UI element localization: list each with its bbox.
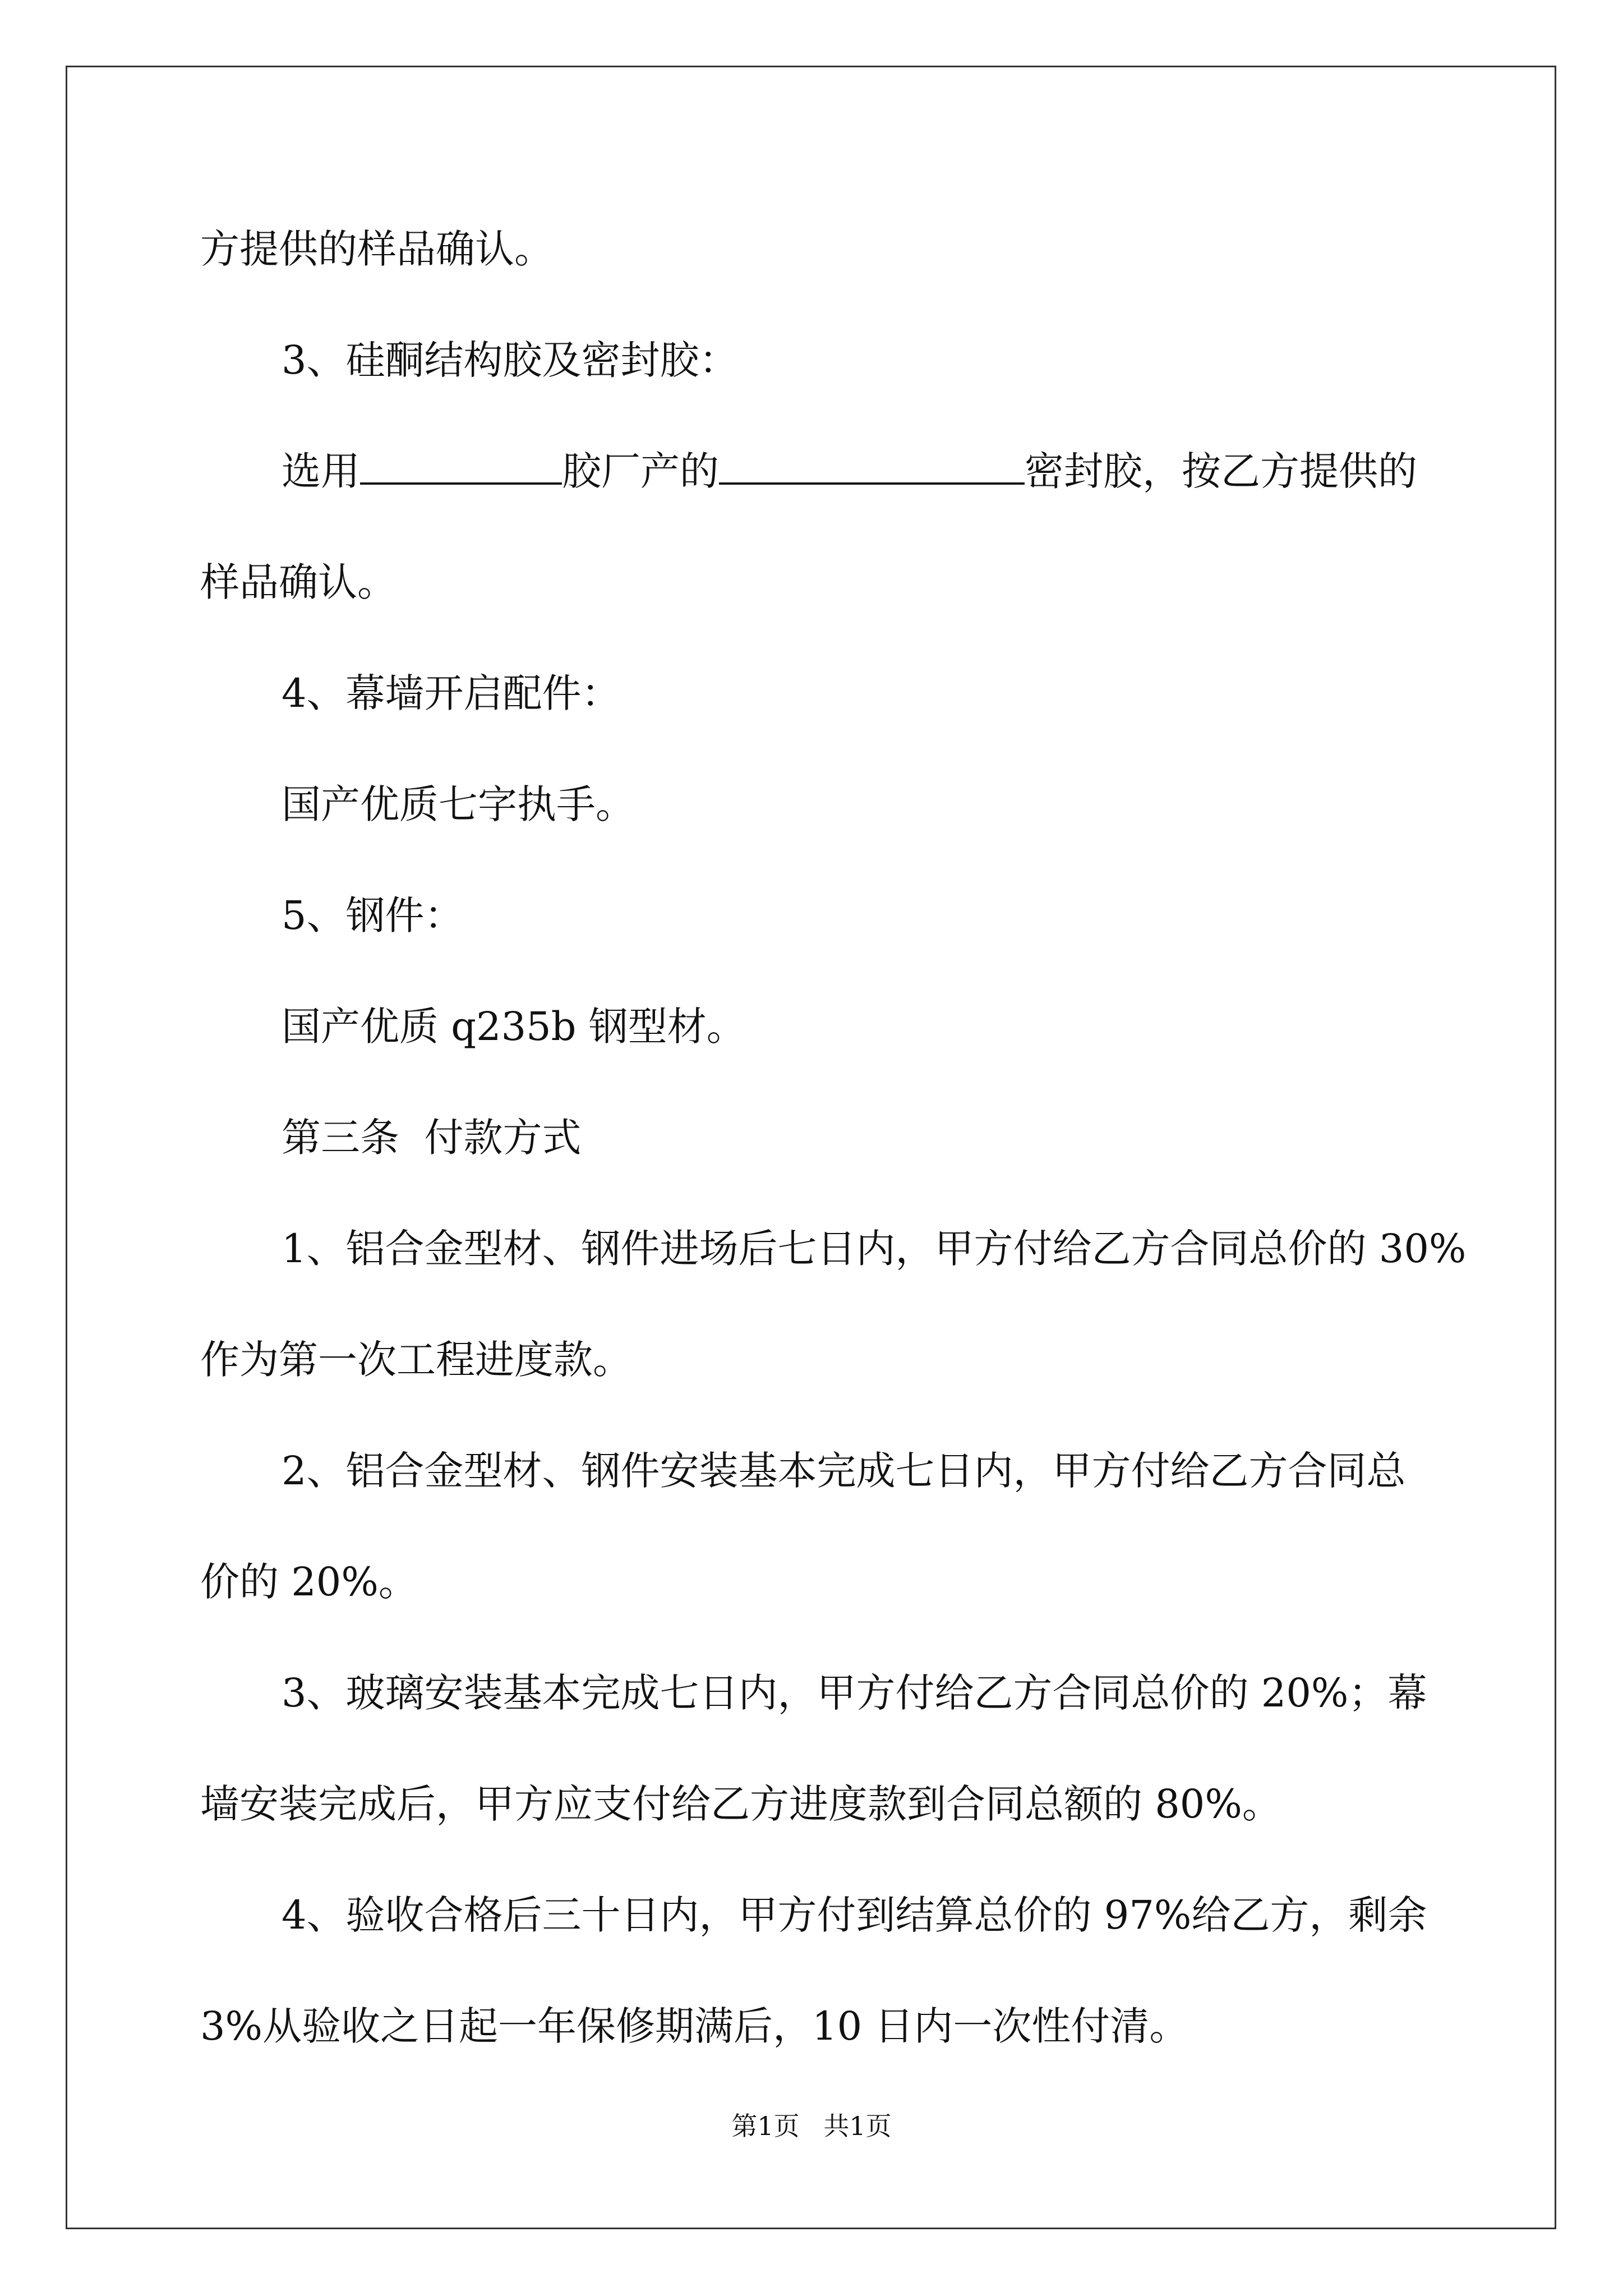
text-segment: 胶厂产的 xyxy=(562,448,719,494)
text-line: 国产优质 q235b 钢型材。 xyxy=(282,1004,746,1050)
text-line: 3%从验收之日起一年保修期满后，10 日内一次性付清。 xyxy=(200,2003,1189,2049)
section-heading: 第三条 付款方式 xyxy=(282,1115,582,1161)
text-line: 2、铝合金型材、钢件安装基本完成七日内，甲方付给乙方合同总 xyxy=(282,1448,1406,1494)
page-count: 共1页 xyxy=(823,2111,892,2141)
fill-in-blank xyxy=(360,445,562,485)
page-footer xyxy=(0,2109,1623,2143)
page-number: 第1页 xyxy=(731,2111,800,2141)
fill-in-blank xyxy=(719,445,1025,485)
text-line: 国产优质七字执手。 xyxy=(282,781,635,827)
text-segment: 选用 xyxy=(282,448,360,494)
text-line: 5、钢件： xyxy=(282,892,464,938)
text-line: 墙安装完成后，甲方应支付给乙方进度款到合同总额的 80%。 xyxy=(200,1781,1281,1827)
text-line-with-blanks xyxy=(282,438,1417,505)
text-line: 样品确认。 xyxy=(200,559,396,605)
text-line: 方提供的样品确认。 xyxy=(200,226,554,272)
text-segment: 密封胶，按乙方提供的 xyxy=(1025,448,1417,494)
text-line: 价的 20%。 xyxy=(200,1559,418,1605)
text-line: 4、幕墙开启配件： xyxy=(282,670,621,716)
text-line: 3、玻璃安装基本完成七日内，甲方付给乙方合同总价的 20%；幕 xyxy=(282,1670,1427,1716)
text-line: 3、硅酮结构胶及密封胶： xyxy=(282,337,739,383)
text-line: 作为第一次工程进度款。 xyxy=(200,1337,632,1383)
text-line: 1、铝合金型材、钢件进场后七日内，甲方付给乙方合同总价的 30% xyxy=(282,1226,1467,1272)
text-line: 4、验收合格后三十日内，甲方付到结算总价的 97%给乙方，剩余 xyxy=(282,1892,1427,1938)
